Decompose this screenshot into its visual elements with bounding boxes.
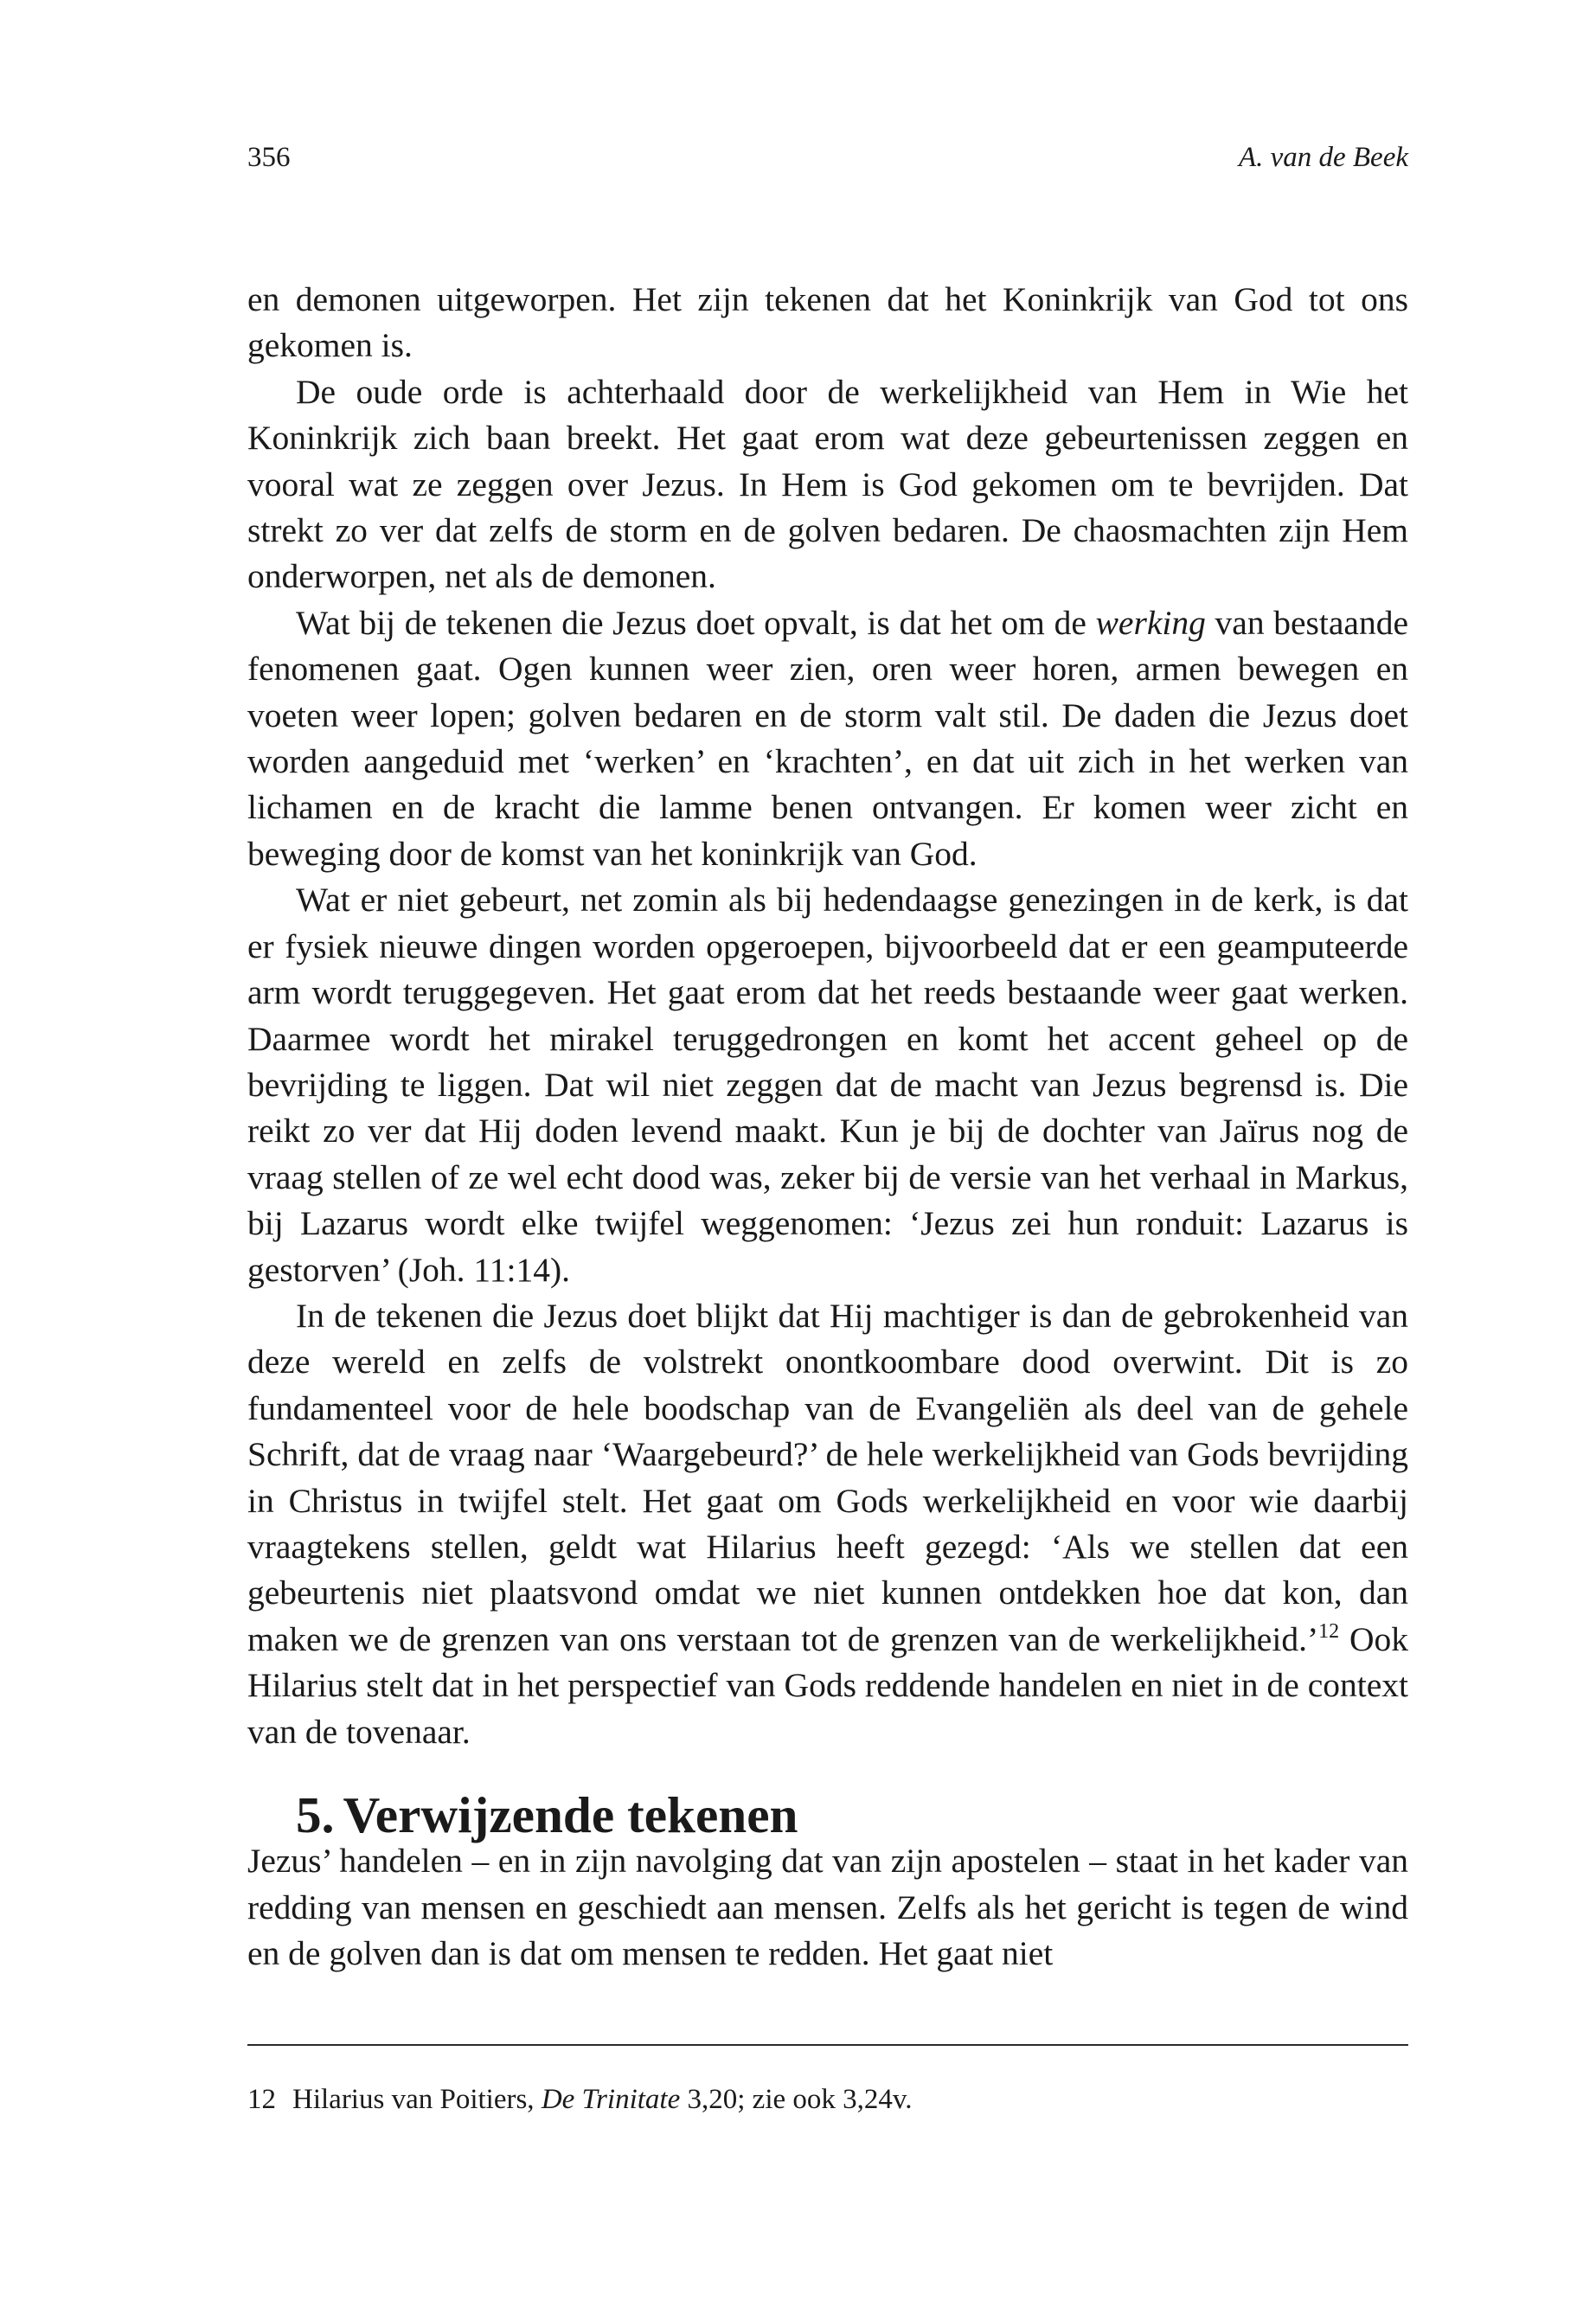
paragraph-6: Jezus’ handelen – en in zijn navolging dat van zijn apostelen – staat in het kader van redding van mensen en geschiedt aan mensen. Zelfs als het gericht is tegen de wind en de golven dan is dat om mensen te redden. Het gaat niet xyxy=(247,1842,1408,1973)
emphasis-werking: werking xyxy=(1095,603,1206,642)
section-title: Verwijzende tekenen xyxy=(343,1786,798,1843)
footnote-text-b: 3,20; zie ook 3,24v. xyxy=(680,2084,913,2115)
footnote-text-a: Hilarius van Poitiers, xyxy=(292,2084,542,2115)
paragraph-2: De oude orde is achterhaald door de werkelijkheid van Hem in Wie het Koninkrijk zich baan breekt. Het gaat erom wat deze gebeurtenissen zeggen en vooral wat ze zeggen over Jezus. In Hem is God gekomen om te bevrijden. Dat strekt zo ver dat zelfs de storm en de golven bedaren. De chaosmachten zijn Hem onderworpen, net als de demonen. xyxy=(247,372,1408,596)
section-heading xyxy=(247,1786,1408,1843)
footnote-divider xyxy=(247,2044,1408,2046)
running-head xyxy=(247,138,1408,176)
footnote-title: De Trinitate xyxy=(541,2084,681,2115)
paragraph-3-text-b: van bestaande fenomenen gaat. Ogen kunnen weer zien, oren weer horen, armen bewegen en voeten weer lopen; golven bedaren en de storm valt stil. De daden die Jezus doet worden aangeduid met ‘werken’ en ‘krachten’, en dat uit zich in het werken van lichamen en de kracht die lamme benen ontvangen. Er komen weer zicht en beweging door de komst van het koninkrijk van God. xyxy=(247,603,1408,873)
paragraph-4: Wat er niet gebeurt, net zomin als bij hedendaagse genezingen in de kerk, is dat er fysiek nieuwe dingen worden opgeroepen, bijvoorbeeld dat er een geamputeerde arm wordt teruggegeven. Het gaat erom dat het reeds bestaande weer gaat werken. Daarmee wordt het mirakel teruggedrongen en komt het accent geheel op de bevrijding te liggen. Dat wil niet zeggen dat de macht van Jezus begrensd is. Die reikt zo ver dat Hij doden levend maakt. Kun je bij de dochter van Jaïrus nog de vraag stellen of ze wel echt dood was, zeker bij de versie van het verhaal in Markus, bij Lazarus wordt elke twijfel weggenomen: ‘Jezus zei hun ronduit: Lazarus is gestorven’ (Joh. 11:14). xyxy=(247,881,1408,1289)
paragraph-5-text-a: In de tekenen die Jezus doet blijkt dat Hij machtiger is dan de gebrokenheid van deze wereld en zelfs de volstrekt onontkoombare dood overwint. Dit is zo fundamenteel voor de hele boodschap van de Evangeliën als deel van de gehele Schrift, dat de vraag naar ‘Waargebeurd?’ de hele werkelijkheid van Gods bevrijding in Christus in twijfel stelt. Het gaat om Gods werkelijkheid en voor wie daarbij vraagtekens stellen, geldt wat Hilarius heeft gezegd: ‘Als we stellen dat een gebeurtenis niet plaatsvond omdat we niet kunnen ontdekken hoe dat kon, dan maken we de grenzen van ons verstaan tot de grenzen van de werkelijkheid.’ xyxy=(247,1296,1408,1658)
paragraph-5-text-b: Ook Hilarius stelt dat in het perspectief van Gods reddende handelen en niet in de context van de tovenaar. xyxy=(247,1619,1409,1751)
running-head-author: A. van de Beek xyxy=(1238,142,1408,173)
paragraph-5 xyxy=(247,1293,1408,1755)
page-number: 356 xyxy=(247,142,291,173)
footnote-number: 12 xyxy=(247,2084,276,2115)
main-text xyxy=(247,277,1408,1977)
footnote-reference-12[interactable]: 12 xyxy=(1318,1619,1340,1643)
paragraph-3 xyxy=(247,600,1408,877)
paragraph-3-text-a: Wat bij de tekenen die Jezus doet opvalt, is dat het om de xyxy=(296,603,1096,642)
footnote-12 xyxy=(247,2080,1408,2118)
paragraph-1: en demonen uitgeworpen. Het zijn tekenen dat het Koninkrijk van God tot ons gekomen is. xyxy=(247,280,1408,365)
section-number: 5. xyxy=(296,1786,335,1843)
